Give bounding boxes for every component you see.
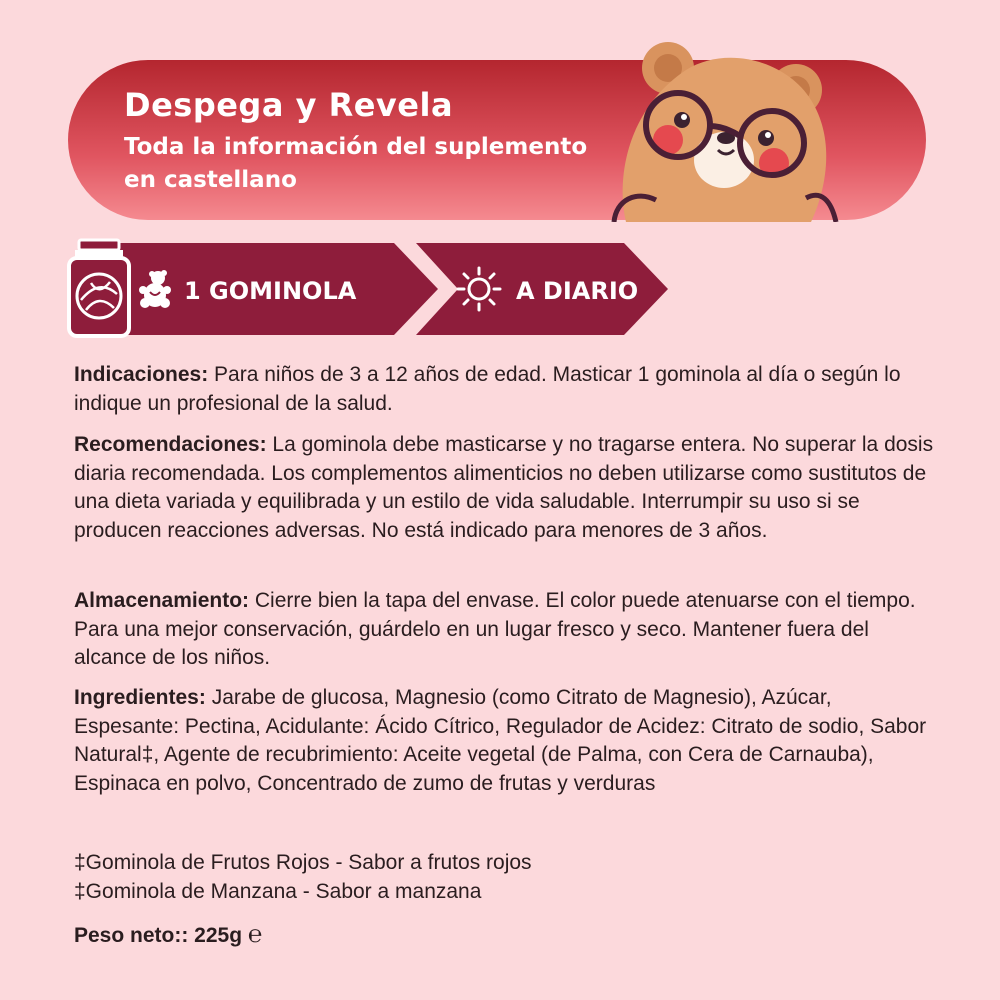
dosage-amount-label: 1 GOMINOLA <box>184 277 357 305</box>
estimated-mark-icon: ℮ <box>247 920 263 948</box>
section-label: Recomendaciones: <box>74 433 267 456</box>
bear-mascot-icon <box>606 30 846 222</box>
sun-icon <box>456 266 502 312</box>
section-label: Ingredientes: <box>74 686 206 709</box>
banner-title: Despega y Revela <box>124 86 454 124</box>
net-weight <box>74 920 262 949</box>
section-label: Almacenamiento: <box>74 589 250 612</box>
gummy-bear-icon <box>138 270 172 310</box>
section-ingredientes <box>74 684 934 798</box>
dosage-frequency-label: A DIARIO <box>516 277 639 305</box>
footnote-item: ‡Gominola de Manzana - Sabor a manzana <box>74 879 482 903</box>
banner-subtitle: Toda la información del suplemento en castellano <box>124 134 588 193</box>
section-label: Indicaciones: <box>74 363 209 386</box>
section-recomendaciones <box>74 431 934 545</box>
net-weight-label: Peso neto:: 225g <box>74 924 243 947</box>
section-indicaciones <box>74 361 934 418</box>
section-text: Para niños de 3 a 12 años de edad. Masticar 1 gominola al día o según lo indique un profesional de la salud. <box>74 363 901 415</box>
footnotes <box>74 849 934 906</box>
section-text: La gominola debe masticarse y no tragarse entera. No superar la dosis diaria recomendada. Los complementos alimenticios no deben utilizarse como sustitutos de una dieta variada y equilibrada y un estilo de vida saludable. Interrumpir su uso si se producen reacciones adversas. No está indicado para menores de 3 años. <box>74 433 934 542</box>
footnote-item: ‡Gominola de Frutos Rojos - Sabor a frutos rojos <box>74 851 532 874</box>
section-text: Jarabe de glucosa, Magnesio (como Citrato de Magnesio), Azúcar, Espesante: Pectina, Acidulante: Ácido Cítrico, Regulador de Acidez: Citrato de sodio, Sabor Natural‡, Agente de recubrimiento: Aceite vegetal (de Palma, con Cera de Carnauba), Espinaca en polvo, Concentrado de zumo de frutas y verduras <box>74 686 927 795</box>
gummy-jar-icon <box>66 238 132 340</box>
section-almacenamiento <box>74 587 934 673</box>
section-text: Cierre bien la tapa del envase. El color puede atenuarse con el tiempo. Para una mejor conservación, guárdelo en un lugar fresco y seco. Mantener fuera del alcance de los niños. <box>74 589 916 669</box>
